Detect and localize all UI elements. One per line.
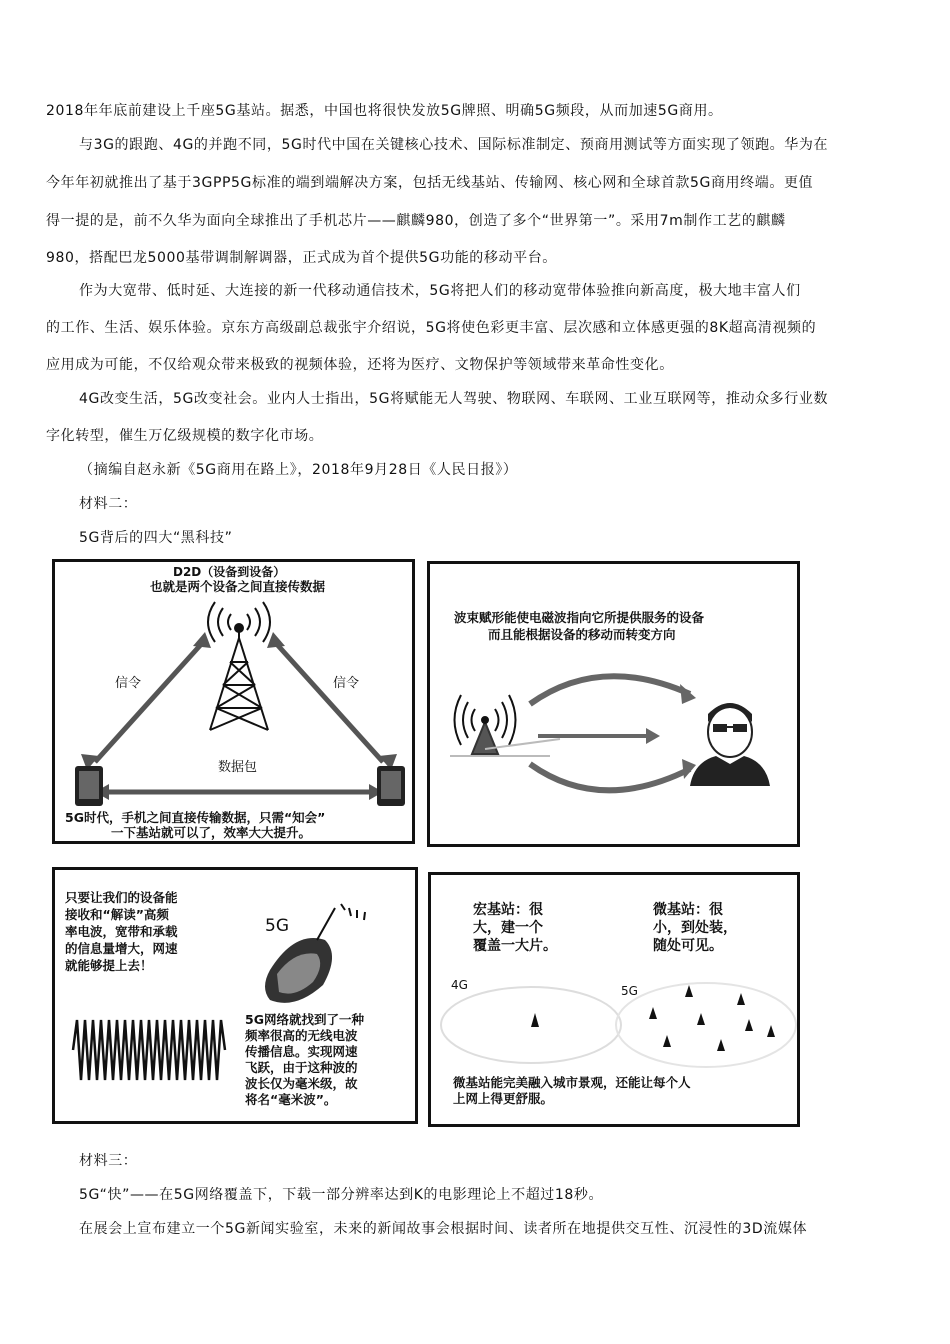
panel3-text: 就能够提上去！ <box>65 958 153 973</box>
label-4g: 4G <box>451 978 468 992</box>
micro-text: 小，到处装， <box>653 920 737 936</box>
paragraph-line: 今年年初就推出了基于3GPP5G标准的端到端解决方案，包括无线基站、传输网、核心网和全球首款5G商用终端。更值 <box>46 175 814 191</box>
panel1-subtitle: 也就是两个设备之间直接传数据 <box>150 579 326 594</box>
panel1-title: D2D（设备到设备） <box>173 565 286 579</box>
paragraph-line: 2018年年底前建设上千座5G基站。据悉，中国也将很快发放5G牌照、明确5G频段，从而加速5G商用。 <box>46 103 723 119</box>
paragraph-line: 980，搭配巴龙5000基带调制解调器，正式成为首个提供5G功能的移动平台。 <box>46 250 557 266</box>
d2d-diagram <box>55 562 412 841</box>
panel-mmwave <box>52 867 418 1124</box>
beamforming-diagram <box>430 564 797 844</box>
panel3-body: 波长仅为毫米级，故 <box>245 1076 358 1091</box>
panel4-caption: 上网上得更舒服。 <box>453 1091 554 1106</box>
packet-label: 数据包 <box>218 760 258 775</box>
panel3-body: 5G网络就找到了一种 <box>245 1012 364 1027</box>
macro-text: 宏基站：很 <box>473 902 543 918</box>
panel3-text: 的信息量增大，网速 <box>65 941 178 956</box>
phone-icon <box>377 766 405 806</box>
panel3-body: 频率很高的无线电波 <box>245 1028 358 1043</box>
paragraph-line: 5G“快”——在5G网络覆盖下，下载一部分辨率达到K的电影理论上不超过18秒。 <box>79 1187 604 1203</box>
signal-label-left: 信令 <box>115 676 142 691</box>
macro-text: 大，建一个 <box>473 920 543 936</box>
panel2-text: 波束赋形能使电磁波指向它所提供服务的设备 <box>454 610 705 625</box>
paragraph-line: 作为大宽带、低时延、大连接的新一代移动通信技术，5G将把人们的移动宽带体验推向新高度，极大地丰富人们 <box>79 283 801 299</box>
source-citation: （摘编自赵永新《5G商用在路上》，2018年9月28日《人民日报》） <box>79 462 518 478</box>
label-5g: 5G <box>621 984 638 998</box>
panel2-text: 而且能根据设备的移动而转变方向 <box>488 627 676 642</box>
figure-title: 5G背后的四大“黑科技” <box>79 530 233 546</box>
mmwave-diagram <box>55 870 415 1121</box>
material-heading: 材料三： <box>79 1153 138 1169</box>
micro-text: 微基站：很 <box>653 902 723 918</box>
paragraph-line: 在展会上宣布建立一个5G新闻实验室，未来的新闻故事会根据时间、读者所在地提供交互性、沉浸性的3D流媒体 <box>79 1221 808 1237</box>
phone-icon <box>75 766 103 806</box>
panel1-caption: 5G时代，手机之间直接传输数据，只需“知会” <box>65 810 326 825</box>
micro-coverage-area <box>616 983 796 1067</box>
panel3-body: 传播信息。实现网速 <box>245 1044 358 1059</box>
panel3-text: 接收和“解读”高频 <box>65 907 169 922</box>
panel3-text: 率电波，宽带和承载 <box>65 924 178 939</box>
beam-arrows <box>530 676 690 790</box>
tower-icon <box>210 624 268 730</box>
panel-beamforming <box>427 561 800 847</box>
paragraph-line: 4G改变生活，5G改变社会。业内人士指出，5G将赋能无人驾驶、物联网、车联网、工业互联网等，推动众多行业数 <box>79 391 829 407</box>
panel4-caption: 微基站能完美融入城市景观，还能让每个人 <box>453 1075 691 1090</box>
person-icon <box>690 703 770 786</box>
panel-d2d <box>52 559 415 844</box>
panel3-text: 只要让我们的设备能 <box>65 890 178 905</box>
paragraph-line: 得一提的是，前不久华为面向全球推出了手机芯片——麒麟980，创造了多个“世界第一”。采用7m制作工艺的麒麟 <box>46 213 786 229</box>
phone-5g-label: 5G <box>265 916 289 936</box>
paragraph-line: 与3G的跟跑、4G的并跑不同，5G时代中国在关键核心技术、国际标准制定、预商用测试等方面实现了领跑。华为在 <box>79 137 829 153</box>
paragraph-line: 应用成为可能，不仅给观众带来极致的视频体验，还将为医疗、文物保护等领域带来革命性变化。 <box>46 357 674 373</box>
material-heading: 材料二： <box>79 496 138 512</box>
panel3-body: 飞跃，由于这种波的 <box>245 1060 358 1075</box>
macro-text: 覆盖一大片。 <box>473 938 557 954</box>
paragraph-line: 字化转型，催生万亿级规模的数字化市场。 <box>46 428 324 444</box>
antenna-icon <box>450 695 560 756</box>
signal-label-right: 信令 <box>333 676 360 691</box>
paragraph-line: 的工作、生活、娱乐体验。京东方高级副总裁张宇介绍说，5G将使色彩更丰富、层次感和立体感更强的8K超高清视频的 <box>46 320 817 336</box>
micro-text: 随处可见。 <box>653 938 723 954</box>
macro-coverage-area <box>441 987 621 1063</box>
panel1-caption: 一下基站就可以了，效率大大提升。 <box>111 825 312 840</box>
wave-icon <box>73 1020 225 1080</box>
panel-base-stations <box>428 872 800 1127</box>
station-icons <box>531 985 775 1051</box>
panel3-body: 将名“毫米波”。 <box>245 1092 337 1107</box>
